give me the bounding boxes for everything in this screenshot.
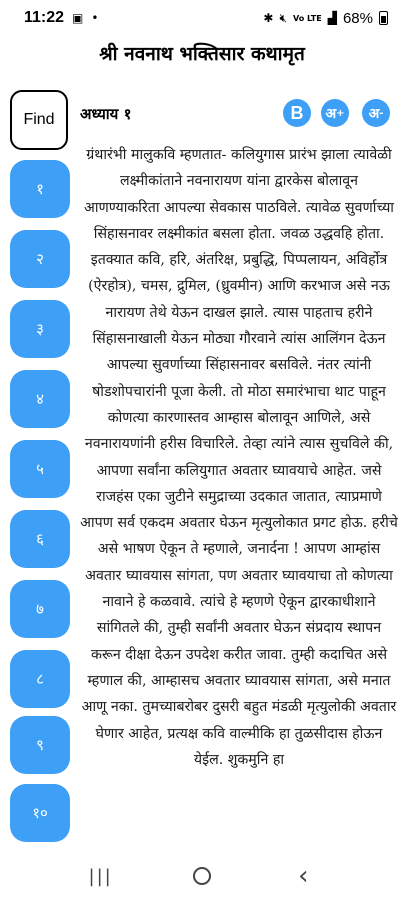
dot-icon: •	[91, 11, 99, 25]
mute-icon: 🔇︎	[279, 10, 287, 25]
decrease-font-sup: -	[379, 107, 384, 119]
battery-percentage: 68%	[342, 9, 373, 27]
chapter-button-9[interactable]: ९	[10, 716, 70, 774]
navigation-bar	[0, 852, 404, 900]
bold-button[interactable]: B	[283, 99, 311, 127]
status-bar	[0, 0, 404, 36]
chapter-button-10[interactable]: १०	[10, 784, 70, 842]
chapter-button-6[interactable]: ६	[10, 510, 70, 568]
home-icon	[193, 867, 211, 885]
find-button[interactable]: Find	[10, 90, 68, 150]
chapter-button-4[interactable]: ४	[10, 370, 70, 428]
back-icon[interactable]: ‹	[298, 861, 309, 891]
home-button[interactable]	[182, 856, 222, 896]
battery-icon	[379, 11, 388, 25]
chapter-button-3[interactable]: ३	[10, 300, 70, 358]
increase-font-sup: +	[336, 107, 345, 119]
bluetooth-icon: ✱	[263, 11, 274, 25]
increase-font-button[interactable]	[321, 99, 349, 127]
increase-font-label: अ	[325, 105, 337, 122]
chapter-button-7[interactable]: ७	[10, 580, 70, 638]
notification-icon: ▣	[72, 11, 84, 25]
chapter-body-text[interactable]: ग्रंथारंभी मालुकवि म्हणतात- कलियुगास प्रारंभ झाला त्यावेळी लक्ष्मीकांताने नवनारायण यांना द्वारकेस बोलावून आणण्याकरिता आपल्या सेवकास पाठविले. त्यावेळ सुवर्णाच्या सिंहासनावर लक्ष्मीकांत बसला होता. जवळ उद्धवहि होता. इतक्यात कवि, हरि, अंतरिक्ष, प्रबुद्धि, पिप्पलायन, अविर्होत्र (ऐरहोत्र), चमस, द्रुमिल, (ध्रुवमीन) आणि करभाज असे नऊ नारायण तेथे येऊन दाखल झाले. त्यास पाहताच हरीने सिंहासनाखाली येऊन मोठ्या गौरवाने त्यांस आलिंगन देऊन आपल्या सुवर्णाच्या सिंहासनावर बसविले. नंतर त्यांनी षोडशोपचारांनी पूजा केली. तो मोठा समारंभाचा थाट पाहून कोणत्या कारणास्तव आम्हास बोलावून आणिले, असे नवनारायणांनी हरीस विचारिले. तेव्हा त्यांने त्यास सुचविले की, आपणा सर्वांना कलियुगात अवतार घ्यावयाचे आहेत. जसे राजहंस एका जुटीने समुद्राच्या उदकात जातात, त्याप्रमाणे आपण सर्व एकदम अवतार घेऊन मृत्युलोकात प्रगट होऊ. हरीचे असे भाषण ऐकून ते म्हणाले, जनार्दना ! आपण आम्हांस अवतार घ्यावयास सांगता, पण अवतार घ्यावयाचा तो कोणत्या नावाने हे कळवावे. त्यांचे हे म्हणणे ऐकून द्वारकाधीशाने सांगितले की, तुम्ही सर्वांनी अवतार घेऊन संप्रदाय स्थापन करून दीक्षा देऊन उपदेश करीत जावा. तुम्ही कदाचित असे म्हणाल की, आम्हासच अवतार घ्यावयास सांगता, असे मनात आणू नका. तुमच्याबरोबर दुसरी बहुत मंडळी मृत्युलोकी अवतार घेणार आहेत, प्रत्यक्ष कवि वाल्मीकि हा तुळसीदास होऊन येईल. शुकमुनि हा	[80, 147, 398, 768]
chapter-button-2[interactable]: २	[10, 230, 70, 288]
chapter-button-1[interactable]: १	[10, 160, 70, 218]
app-title: श्री नवनाथ भक्तिसार कथामृत	[99, 43, 305, 65]
chapter-button-8[interactable]: ८	[10, 650, 70, 708]
status-time: 11:22	[24, 9, 65, 26]
recents-icon[interactable]: |||	[88, 865, 113, 887]
chapter-button-5[interactable]: ५	[10, 440, 70, 498]
chapter-heading: अध्याय १	[80, 105, 132, 123]
decrease-font-label: अ	[368, 105, 380, 122]
signal-icon: ▟	[327, 11, 337, 25]
decrease-font-button[interactable]	[362, 99, 390, 127]
volte-icon: Vo LTE	[293, 13, 322, 23]
